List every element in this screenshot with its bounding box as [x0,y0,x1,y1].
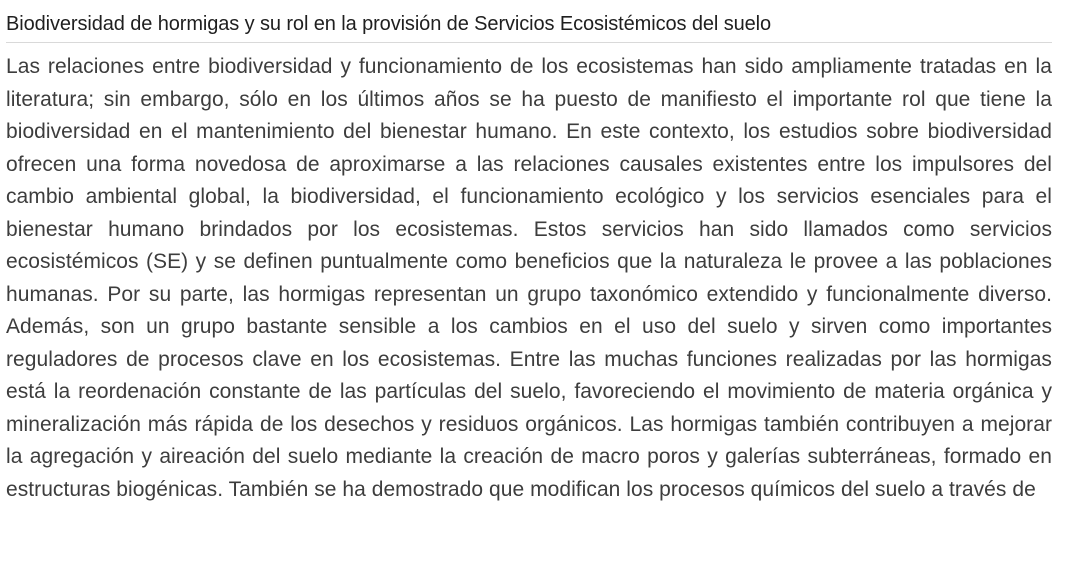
document-title: Biodiversidad de hormigas y su rol en la provisión de Servicios Ecosistémicos del suelo [6,13,772,35]
body-paragraph: Las relaciones entre biodiversidad y funcionamiento de los ecosistemas han sido ampliamente tratadas en la literatura; sin embargo, sólo en los últimos años se ha puesto de manifiesto el importante rol que tiene la biodiversidad en el mantenimiento del bienestar humano. En este contexto, los estudios sobre biodiversidad ofrecen una forma novedosa de aproximarse a las relaciones causales existentes entre los impulsores del cambio ambiental global, la biodiversidad, el funcionamiento ecológico y los servicios esenciales para el bienestar humano brindados por los ecosistemas. Estos servicios han sido llamados como servicios ecosistémicos (SE) y se definen puntualmente como beneficios que la naturaleza le provee a las poblaciones humanas. Por su parte, las hormigas representan un grupo taxonómico extendido y funcionalmente diverso. Además, son un grupo bastante sensible a los cambios en el uso del suelo y sirven como importantes reguladores de procesos clave en los ecosistemas. Entre las muchas funciones realizadas por las hormigas está la reordenación constante de las partículas del suelo, favoreciendo el movimiento de materia orgánica y mineralización más rápida de los desechos y residuos orgánicos. Las hormigas también contribuyen a mejorar la agregación y aireación del suelo mediante la creación de macro poros y galerías subterráneas, formado en estructuras biogénicas. También se ha demostrado que modifican los procesos químicos del suelo a través de [6,55,1052,501]
title-section [6,10,1052,43]
